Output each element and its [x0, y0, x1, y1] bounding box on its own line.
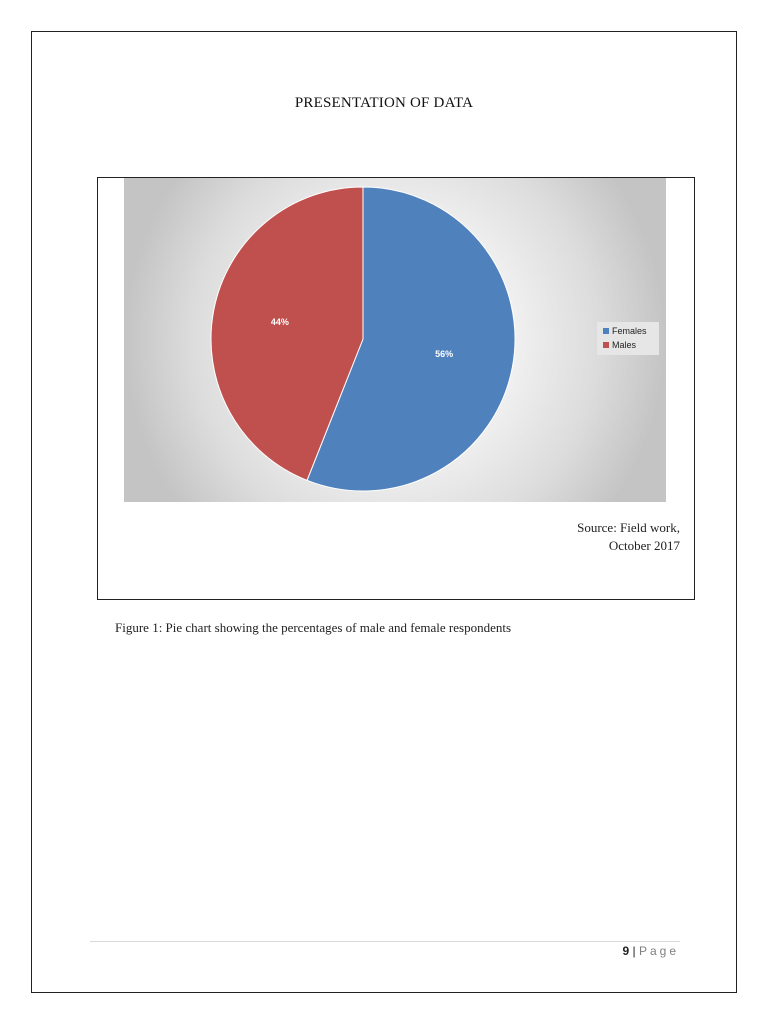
page-word: Page [638, 944, 679, 958]
source-line-2: October 2017 [608, 538, 680, 553]
footer-rule [90, 941, 680, 942]
legend-item-females [603, 325, 647, 337]
page-separator: | [629, 944, 639, 958]
legend-item-males [603, 339, 636, 351]
page-number: 9 [622, 944, 630, 958]
pie-chart-svg [124, 178, 666, 502]
legend-swatch-females [603, 328, 609, 334]
legend-label-females: Females [612, 326, 647, 336]
source-line-1: Source: Field work, [577, 520, 680, 535]
page-footer [622, 944, 679, 958]
pie-chart [124, 178, 666, 502]
chart-legend [597, 322, 659, 355]
figure-caption: Figure 1: Pie chart showing the percentages of male and female respondents [115, 620, 512, 635]
page-heading: PRESENTATION OF DATA [294, 95, 474, 111]
females-slice-label: 56% [435, 348, 454, 359]
legend-label-males: Males [612, 340, 637, 350]
males-slice-label: 44% [270, 317, 289, 328]
legend-swatch-males [603, 342, 609, 348]
source-note [577, 519, 680, 555]
